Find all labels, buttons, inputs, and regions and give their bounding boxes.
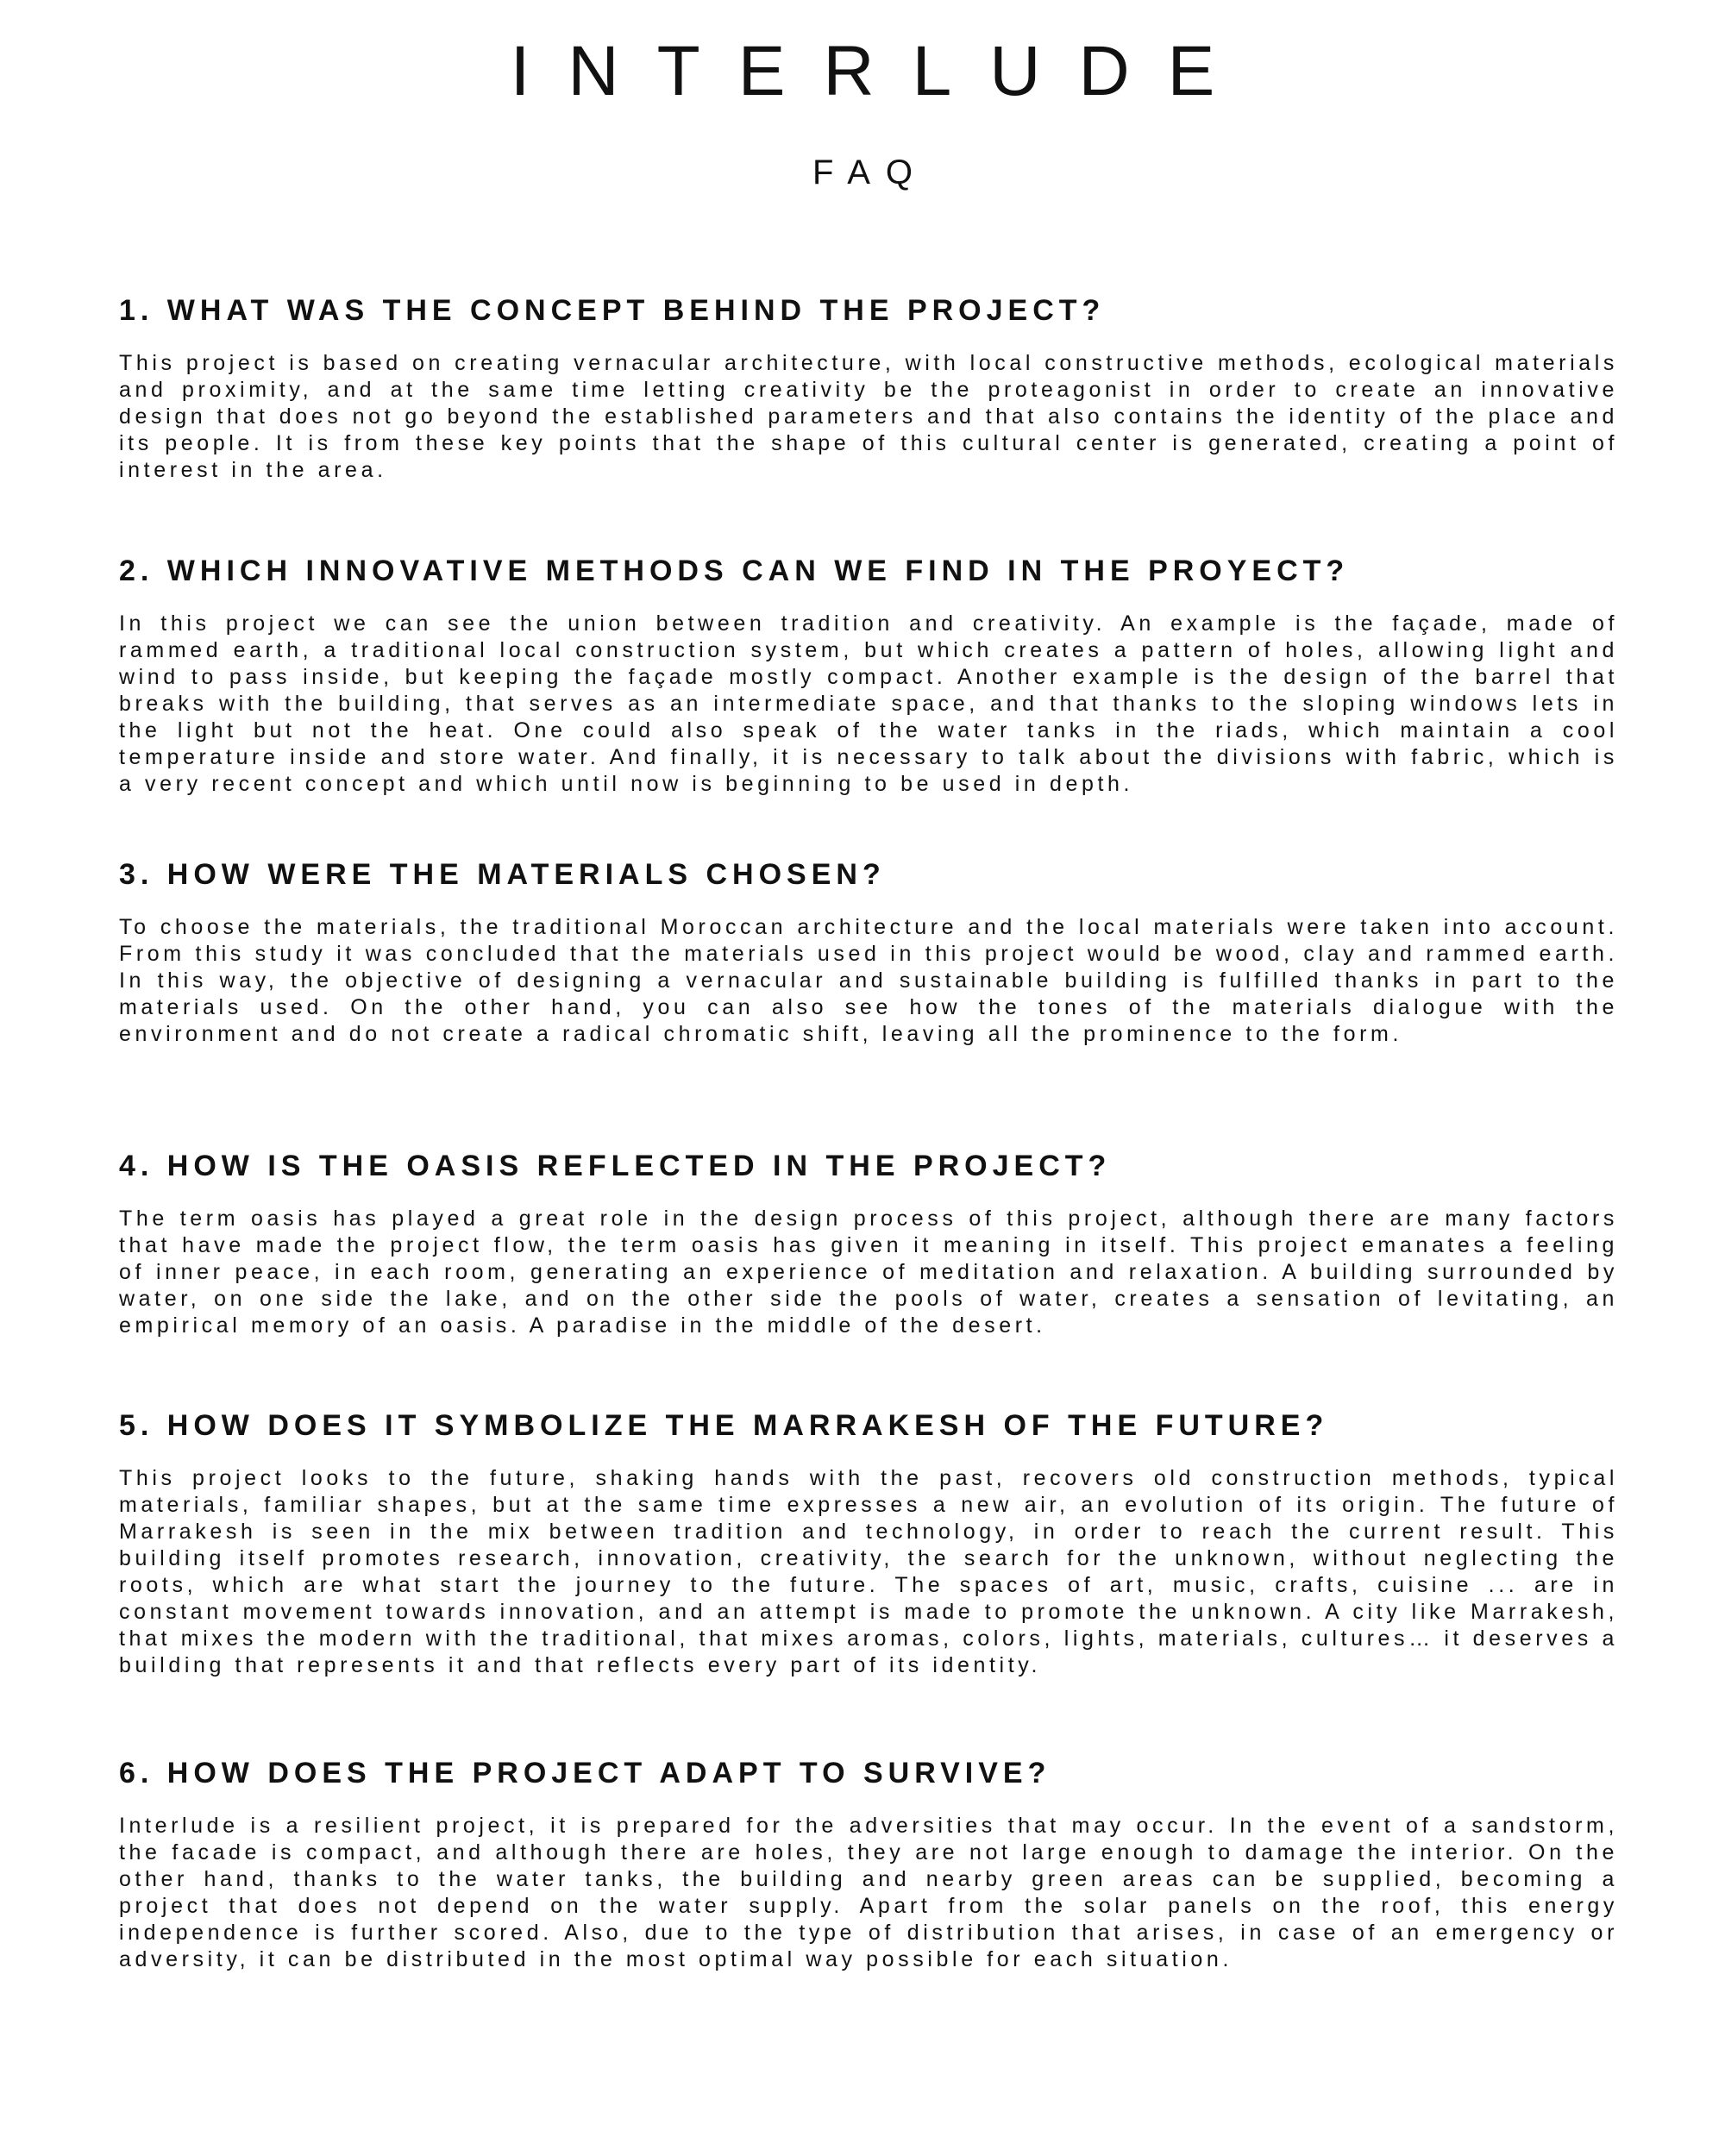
faq-item-1 [119, 293, 1618, 484]
faq-question: 6. HOW DOES THE PROJECT ADAPT TO SURVIVE? [119, 1757, 1051, 1789]
faq-answer: The term oasis has played a great role in the design process of this project, although there are many factors that have made the project flow, the term oasis has given it meaning in itself. This project emanates a feeling of inner peace, in each room, generating an experience of meditation and relaxation. A building surrounded by water, on one side the lake, and on the other side the pools of water, creates a sensation of levitating, an empirical memory of an oasis. A paradise in the middle of the desert. [119, 1206, 1618, 1338]
page-subtitle: FAQ [812, 154, 929, 191]
faq-question: 5. HOW DOES IT SYMBOLIZE THE MARRAKESH OF THE FUTURE? [119, 1409, 1329, 1442]
faq-question: 2. WHICH INNOVATIVE METHODS CAN WE FIND IN THE PROYECT? [119, 555, 1350, 587]
faq-question: 4. HOW IS THE OASIS REFLECTED IN THE PROJECT? [119, 1150, 1112, 1182]
faq-question: 3. HOW WERE THE MATERIALS CHOSEN? [119, 858, 886, 891]
faq-answer: Interlude is a resilient project, it is prepared for the adversities that may occur. In the event of a sandstorm, the facade is compact, and although there are holes, they are not large enough to damage the interior. On the other hand, thanks to the water tanks, the building and nearby green areas can be supplied, becoming a project that does not depend on the water supply. Apart from the solar panels on the roof, this energy independence is further scored. Also, due to the type of distribution that arises, in case of an emergency or adversity, it can be distributed in the most optimal way possible for each situation. [119, 1814, 1618, 1971]
faq-item-4 [119, 1149, 1618, 1339]
faq-item-3 [119, 857, 1618, 1048]
faq-answer: In this project we can see the union between tradition and creativity. An example is the façade, made of rammed earth, a traditional local construction system, but which creates a pattern of holes, allowing light and wind to pass inside, but keeping the façade mostly compact. Another example is the design of the barrel that breaks with the building, that serves as an intermediate space, and that thanks to the sloping windows lets in the light but not the heat. One could also speak of the water tanks in the riads, which maintain a cool temperature inside and store water. And finally, it is necessary to talk about the divisions with fabric, which is a very recent concept and which until now is beginning to be used in depth. [119, 611, 1618, 796]
page-title: INTERLUDE [510, 32, 1253, 110]
faq-item-2 [119, 554, 1618, 798]
faq-answer: This project is based on creating vernacular architecture, with local constructive methods, ecological materials and proximity, and at the same time letting creativity be the proteagonist in order to create an innovative design that does not go beyond the established parameters and that also contains the identity of the place and its people. It is from these key points that the shape of this cultural center is generated, creating a point of interest in the area. [119, 351, 1618, 482]
faq-answer: To choose the materials, the traditional Moroccan architecture and the local materials were taken into account. From this study it was concluded that the materials used in this project would be wood, clay and rammed earth. In this way, the objective of designing a vernacular and sustainable building is fulfilled thanks in part to the materials used. On the other hand, you can also see how the tones of the materials dialogue with the environment and do not create a radical chromatic shift, leaving all the prominence to the form. [119, 915, 1618, 1046]
faq-answer: This project looks to the future, shaking hands with the past, recovers old construction methods, typical materials, familiar shapes, but at the same time expresses a new air, an evolution of its origin. The future of Marrakesh is seen in the mix between tradition and technology, in order to reach the current result. This building itself promotes research, innovation, creativity, the search for the unknown, without neglecting the roots, which are what start the journey to the future. The spaces of art, music, crafts, cuisine ... are in constant movement towards innovation, and an attempt is made to promote the unknown. A city like Marrakesh, that mixes the modern with the traditional, that mixes aromas, colors, lights, materials, cultures… it deserves a building that represents it and that reflects every part of its identity. [119, 1466, 1618, 1677]
faq-item-5 [119, 1408, 1618, 1679]
faq-item-6 [119, 1756, 1618, 1973]
faq-question: 1. WHAT WAS THE CONCEPT BEHIND THE PROJECT? [119, 294, 1106, 327]
